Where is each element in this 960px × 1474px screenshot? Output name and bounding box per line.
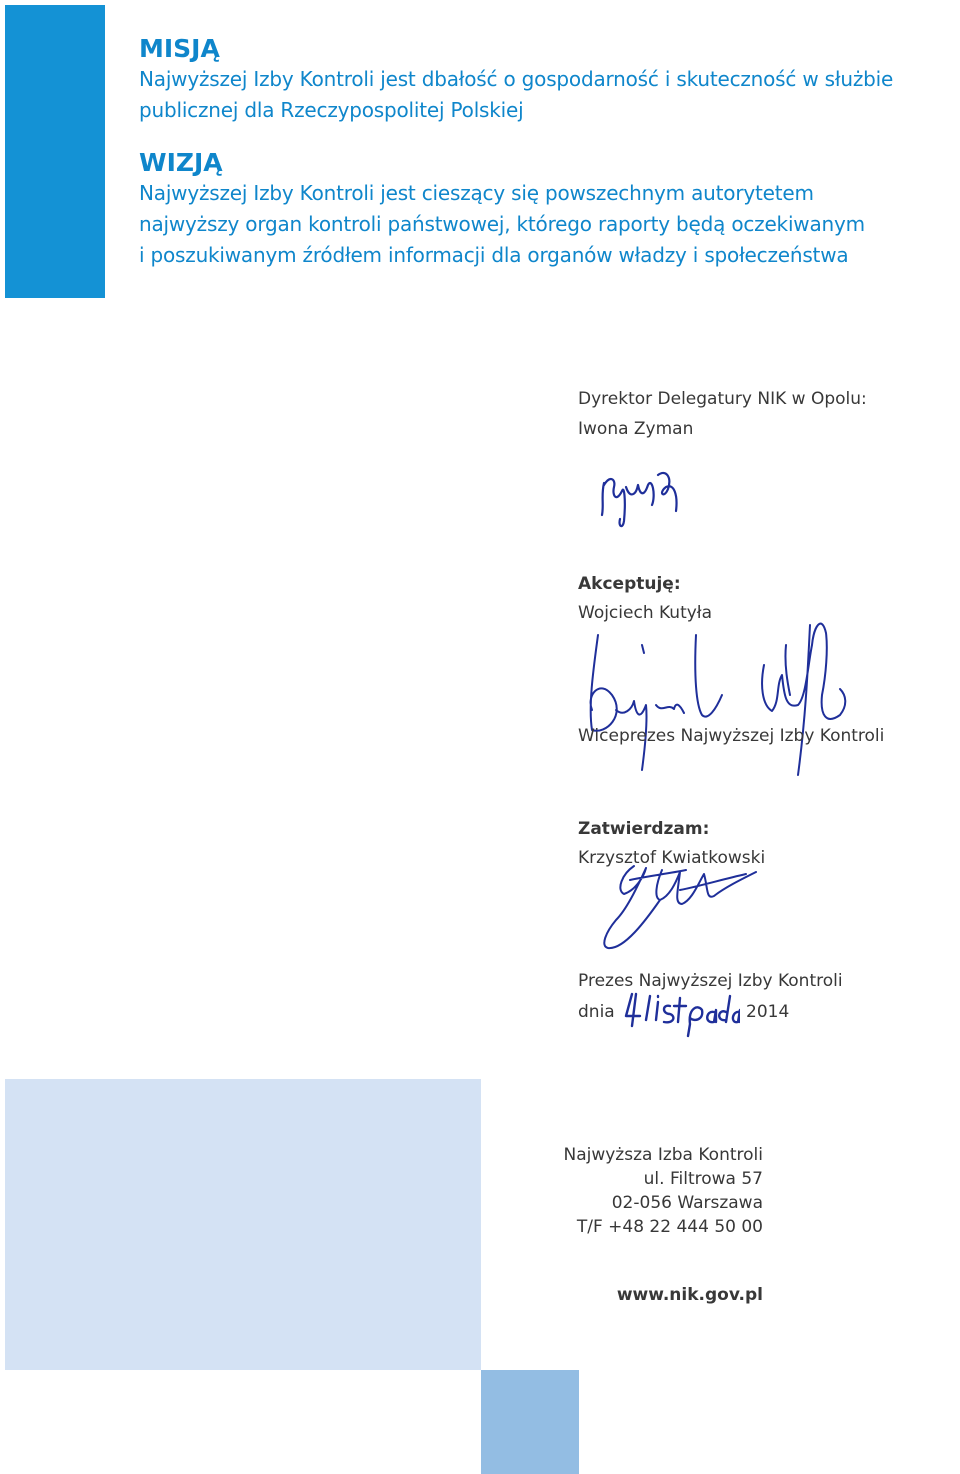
approve-name: Krzysztof Kwiatkowski [578,848,766,868]
date-prefix: dnia [578,1002,615,1022]
deputy-signature [576,605,876,780]
website-link[interactable]: www.nik.gov.pl [616,1285,763,1305]
accept-label: Akceptuję: [578,574,681,594]
date-year: 2014 [746,1002,790,1022]
footer-panel [5,1079,481,1370]
mission-vision-block [139,34,939,271]
org-name: Najwyższa Izba Kontroli [563,1145,763,1165]
street-address: ul. Filtrowa 57 [643,1169,763,1189]
director-title: Dyrektor Delegatury NIK w Opolu: [578,389,867,409]
mission-line: publicznej dla Rzeczypospolitej Polskiej [139,98,524,122]
vision-line: najwyższy organ kontroli państwowej, którego raporty będą oczekiwanym [139,212,865,236]
mission-heading: MISJĄ [139,34,220,63]
vision-heading: WIZJĄ [139,148,223,177]
mission-line: Najwyższej Izby Kontroli jest dbałość o gospodarność i skuteczność w służbie [139,67,894,91]
vision-line: Najwyższej Izby Kontroli jest cieszący się powszechnym autorytetem [139,181,814,205]
director-name: Iwona Zyman [578,419,694,439]
vision-line: i poszukiwanym źródłem informacji dla organów władzy i społeczeństwa [139,243,849,267]
footer-address [563,1143,763,1239]
accept-role: Wiceprezes Najwyższej Izby Kontroli [578,726,885,746]
approve-role: Prezes Najwyższej Izby Kontroli [578,971,843,991]
approve-label: Zatwierdzam: [578,819,710,839]
president-signature [596,860,766,960]
postal-address: 02-056 Warszawa [611,1193,763,1213]
phone-number: T/F +48 22 444 50 00 [576,1217,763,1237]
handwritten-date [624,990,740,1042]
footer-accent-block [481,1370,579,1474]
blue-accent-bar [5,5,105,298]
director-signature [596,465,696,535]
accept-name: Wojciech Kutyła [578,603,713,623]
